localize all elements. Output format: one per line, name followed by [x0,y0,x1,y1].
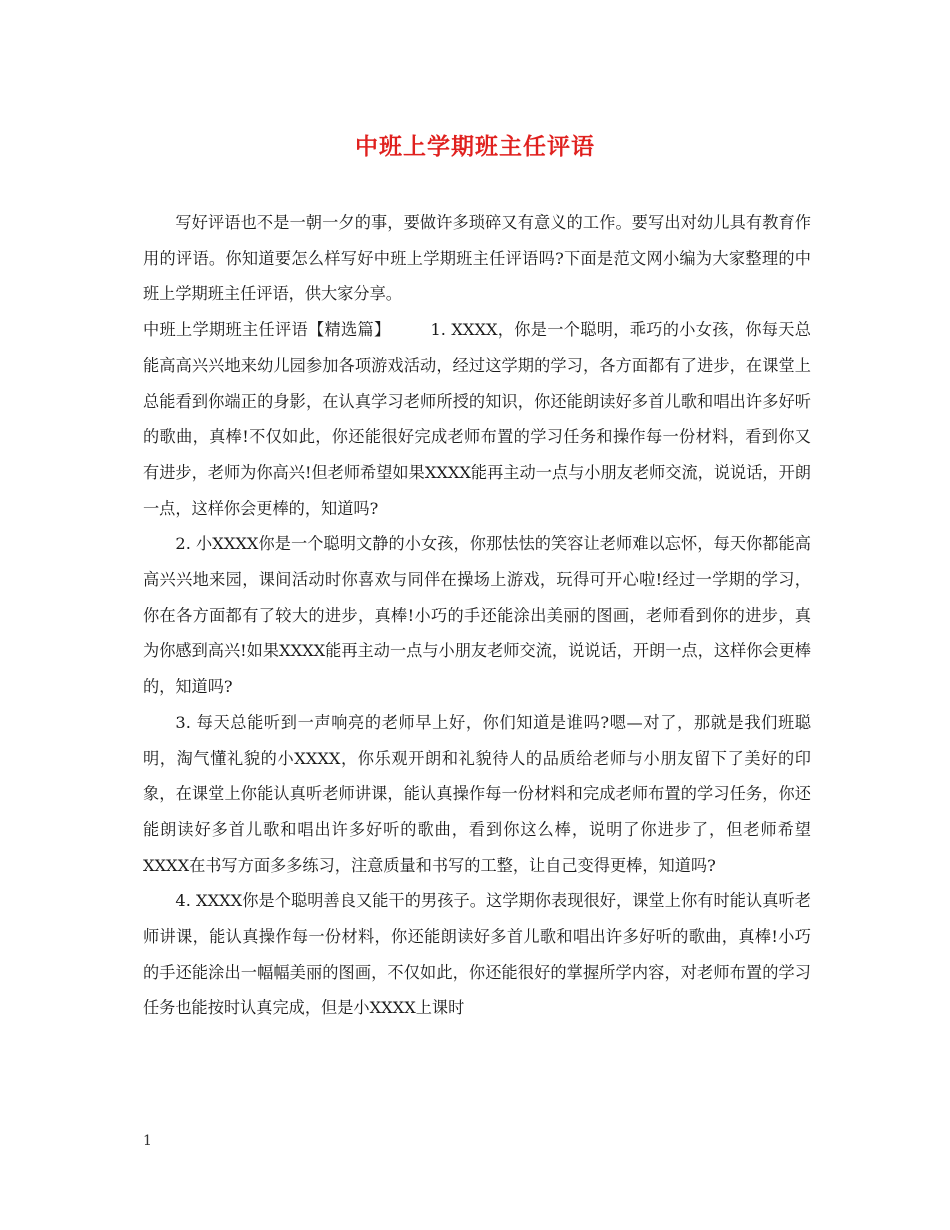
comment-item-2: 2. 小XXXX你是一个聪明文静的小女孩，你那怯怯的笑容让老师难以忘怀，每天你都能高高兴兴地来园，课间活动时你喜欢与同伴在操场上游戏，玩得可开心啦!经过一学期的学习，你在各方面都有了较大的进步，真棒!小巧的手还能涂出美丽的图画，老师看到你的进步，真为你感到高兴!如果XXXX能再主动一点与小朋友老师交流，说说话，开朗一点，这样你会更棒的，知道吗? [143,534,811,697]
section-heading-line [143,312,811,526]
section-heading: 中班上学期班主任评语【精选篇】 [143,320,391,340]
document-title: 中班上学期班主任评语 [355,134,595,160]
page-number: 1 [143,1133,152,1149]
document-body [143,205,811,1026]
comment-item-3: 3. 每天总能听到一声响亮的老师早上好，你们知道是谁吗?嗯—对了，那就是我们班聪明，淘气懂礼貌的小XXXX，你乐观开朗和礼貌待人的品质给老师与小朋友留下了美好的印象，在课堂上你能认真听老师讲课，能认真操作每一份材料和完成老师布置的学习任务，你还能朗读好多首儿歌和唱出许多好听的歌曲，看到你这么棒，说明了你进步了，但老师希望XXXX在书写方面多多练习，注意质量和书写的工整，让自己变得更棒，知道吗? [143,712,811,875]
intro-paragraph: 写好评语也不是一朝一夕的事，要做许多琐碎又有意义的工作。要写出对幼儿具有教育作用的评语。你知道要怎么样写好中班上学期班主任评语吗?下面是范文网小编为大家整理的中班上学期班主任评语，供大家分享。 [143,213,811,304]
comment-item-4: 4. XXXX你是个聪明善良又能干的男孩子。这学期你表现很好，课堂上你有时能认真听老师讲课，能认真操作每一份材料，你还能朗读好多首儿歌和唱出许多好听的歌曲，真棒!小巧的手还能涂出一幅幅美丽的图画，不仅如此，你还能很好的掌握所学内容，对老师布置的学习任务也能按时认真完成，但是小XXXX上课时 [143,891,811,1018]
comment-item-1: 1. XXXX，你是一个聪明，乖巧的小女孩，你每天总能高高兴兴地来幼儿园参加各项游戏活动，经过这学期的学习，各方面都有了进步，在课堂上总能看到你端正的身影，在认真学习老师所授的知识，你还能朗读好多首儿歌和唱出许多好听的歌曲，真棒!不仅如此，你还能很好完成老师布置的学习任务和操作每一份材料，看到你又有进步，老师为你高兴!但老师希望如果XXXX能再主动一点与小朋友老师交流，说说话，开朗一点，这样你会更棒的，知道吗? [143,320,811,518]
